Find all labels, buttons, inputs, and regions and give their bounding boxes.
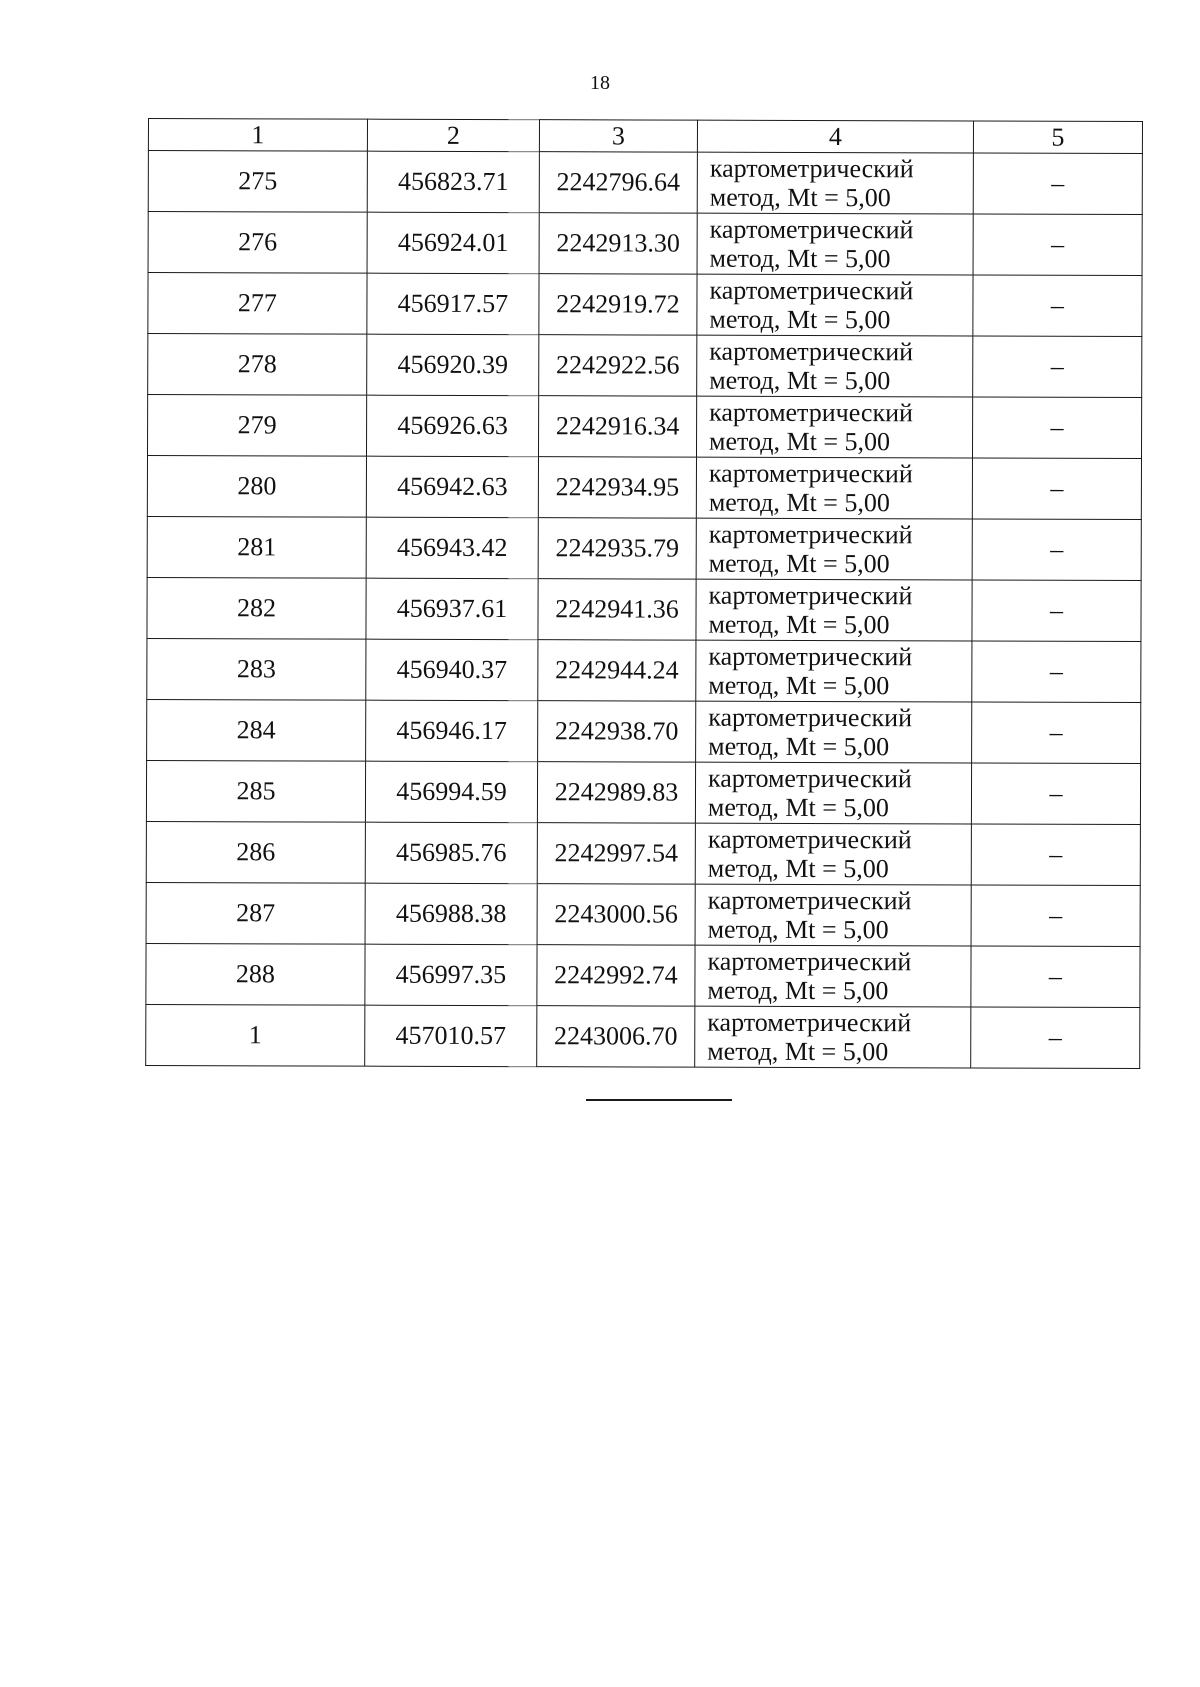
- x-coordinate-cell: 456943.42: [366, 517, 538, 579]
- point-number-cell: 285: [146, 760, 365, 822]
- note-cell: –: [971, 946, 1140, 1008]
- table-row: [148, 334, 1142, 398]
- point-number-cell: 287: [146, 882, 365, 944]
- x-coordinate-cell: 456997.35: [365, 944, 537, 1006]
- method-line-1: картометрический: [709, 275, 914, 306]
- method-cell: [695, 945, 971, 1007]
- x-coordinate-cell: 456937.61: [366, 578, 538, 640]
- y-coordinate-cell: 2242913.30: [539, 213, 697, 274]
- method-line-1: картометрический: [709, 336, 914, 367]
- y-coordinate-cell: 2242934.95: [538, 457, 696, 518]
- method-cell: [697, 213, 973, 275]
- note-cell: –: [972, 702, 1141, 764]
- column-header-4: 4: [697, 120, 973, 153]
- method-line-2: метод, Mt = 5,00: [707, 914, 889, 945]
- table-row: [148, 273, 1142, 337]
- x-coordinate-cell: 456988.38: [365, 883, 537, 945]
- method-line-2: метод, Mt = 5,00: [708, 670, 890, 701]
- end-of-document-rule: [586, 1099, 732, 1101]
- point-number-cell: 280: [147, 456, 366, 518]
- note-cell: –: [972, 397, 1141, 459]
- method-cell: [696, 579, 972, 641]
- method-line-2: метод, Mt = 5,00: [709, 426, 891, 457]
- note-cell: –: [971, 763, 1140, 825]
- x-coordinate-cell: 456926.63: [366, 395, 538, 457]
- coordinates-table: [145, 118, 1143, 1069]
- table-row: [146, 1004, 1140, 1068]
- table-row: [148, 151, 1142, 215]
- point-number-cell: 277: [148, 273, 367, 335]
- table-row: [147, 456, 1141, 520]
- y-coordinate-cell: 2242992.74: [537, 945, 695, 1006]
- method-line-2: метод, Mt = 5,00: [708, 609, 890, 640]
- method-line-1: картометрический: [708, 641, 913, 672]
- method-line-1: картометрический: [709, 397, 913, 428]
- y-coordinate-cell: 2242938.70: [538, 701, 696, 762]
- y-coordinate-cell: 2242916.34: [538, 396, 696, 457]
- x-coordinate-cell: 457010.57: [365, 1005, 537, 1067]
- y-coordinate-cell: 2242989.83: [537, 762, 695, 823]
- method-cell: [695, 884, 971, 946]
- method-cell: [696, 396, 972, 458]
- method-line-1: картометрический: [709, 153, 914, 184]
- note-cell: –: [971, 824, 1140, 886]
- x-coordinate-cell: 456924.01: [367, 212, 539, 274]
- point-number-cell: 279: [147, 395, 366, 457]
- table-row: [148, 212, 1142, 276]
- point-number-cell: 282: [147, 577, 366, 639]
- method-line-1: картометрический: [708, 458, 913, 489]
- y-coordinate-cell: 2243006.70: [537, 1006, 695, 1067]
- method-line-1: картометрический: [707, 824, 912, 855]
- column-header-2: 2: [367, 119, 539, 152]
- table-row: [147, 699, 1141, 763]
- x-coordinate-cell: 456985.76: [365, 822, 537, 884]
- x-coordinate-cell: 456920.39: [367, 334, 539, 396]
- point-number-cell: 284: [147, 699, 366, 761]
- method-line-2: метод, Mt = 5,00: [707, 975, 889, 1006]
- note-cell: –: [972, 519, 1141, 581]
- x-coordinate-cell: 456917.57: [367, 273, 539, 335]
- note-cell: –: [972, 458, 1141, 520]
- x-coordinate-cell: 456823.71: [367, 151, 539, 213]
- note-cell: –: [972, 580, 1141, 642]
- table-row: [147, 516, 1141, 580]
- column-header-1: 1: [148, 119, 367, 152]
- point-number-cell: 286: [146, 821, 365, 883]
- point-number-cell: 278: [148, 334, 367, 396]
- point-number-cell: 288: [146, 943, 365, 1005]
- method-line-1: картометрический: [708, 702, 913, 733]
- x-coordinate-cell: 456940.37: [366, 639, 538, 701]
- y-coordinate-cell: 2242935.79: [538, 518, 696, 579]
- method-line-2: метод, Mt = 5,00: [708, 487, 890, 518]
- note-cell: –: [972, 641, 1141, 703]
- column-header-5: 5: [973, 121, 1142, 154]
- x-coordinate-cell: 456946.17: [366, 700, 538, 762]
- y-coordinate-cell: 2242941.36: [538, 579, 696, 640]
- method-cell: [696, 457, 972, 519]
- method-cell: [697, 335, 973, 397]
- y-coordinate-cell: 2242919.72: [539, 274, 697, 335]
- method-line-1: картометрический: [708, 519, 913, 550]
- table-header-row: [148, 119, 1142, 154]
- method-line-2: метод, Mt = 5,00: [709, 182, 891, 213]
- method-line-2: метод, Mt = 5,00: [709, 365, 891, 396]
- method-cell: [696, 701, 972, 763]
- point-number-cell: 283: [147, 638, 366, 700]
- method-cell: [695, 823, 971, 885]
- note-cell: –: [973, 153, 1142, 215]
- point-number-cell: 1: [146, 1004, 365, 1066]
- x-coordinate-cell: 456994.59: [365, 761, 537, 823]
- note-cell: –: [973, 214, 1142, 276]
- method-line-2: метод, Mt = 5,00: [707, 853, 889, 884]
- table-row: [147, 395, 1141, 459]
- method-line-1: картометрический: [707, 946, 912, 977]
- method-line-1: картометрический: [709, 214, 914, 245]
- table-row: [146, 760, 1140, 824]
- y-coordinate-cell: 2243000.56: [537, 884, 695, 945]
- method-cell: [697, 274, 973, 336]
- table-row: [146, 943, 1140, 1007]
- method-line-2: метод, Mt = 5,00: [707, 1036, 889, 1067]
- note-cell: –: [971, 885, 1140, 947]
- y-coordinate-cell: 2242997.54: [537, 823, 695, 884]
- point-number-cell: 275: [148, 151, 367, 213]
- method-line-1: картометрический: [707, 885, 912, 916]
- y-coordinate-cell: 2242922.56: [539, 335, 697, 396]
- y-coordinate-cell: 2242944.24: [538, 640, 696, 701]
- column-header-3: 3: [539, 120, 697, 152]
- point-number-cell: 276: [148, 212, 367, 274]
- method-line-2: метод, Mt = 5,00: [707, 792, 889, 823]
- note-cell: –: [973, 336, 1142, 398]
- method-cell: [696, 640, 972, 702]
- method-line-1: картометрический: [708, 580, 913, 611]
- table-row: [146, 821, 1140, 885]
- note-cell: –: [971, 1007, 1140, 1069]
- y-coordinate-cell: 2242796.64: [539, 152, 697, 213]
- page-number: 18: [590, 72, 610, 94]
- method-cell: [695, 1006, 971, 1068]
- method-line-2: метод, Mt = 5,00: [708, 731, 890, 762]
- method-line-2: метод, Mt = 5,00: [709, 243, 891, 274]
- method-line-2: метод, Mt = 5,00: [708, 548, 890, 579]
- note-cell: –: [973, 275, 1142, 337]
- table-row: [147, 638, 1141, 702]
- table-row: [146, 882, 1140, 946]
- table-body: [146, 151, 1143, 1069]
- method-cell: [697, 152, 973, 214]
- method-line-2: метод, Mt = 5,00: [709, 304, 891, 335]
- method-line-1: картометрический: [708, 763, 912, 794]
- method-cell: [696, 518, 972, 580]
- table-row: [147, 577, 1141, 641]
- point-number-cell: 281: [147, 516, 366, 578]
- method-line-1: картометрический: [707, 1007, 912, 1038]
- x-coordinate-cell: 456942.63: [366, 456, 538, 518]
- method-cell: [695, 762, 971, 824]
